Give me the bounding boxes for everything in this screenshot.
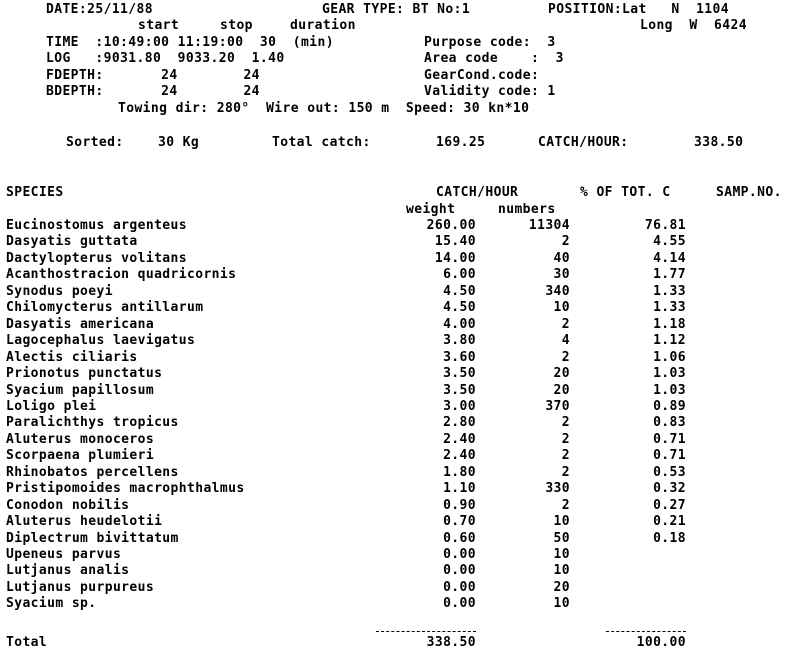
catch-weight: 0.00 (443, 596, 476, 611)
pct-of-total: 0.18 (653, 531, 686, 546)
total-catch-label: Total catch: (272, 135, 371, 150)
catch-numbers: 2 (561, 432, 570, 447)
species-name: Scorpaena plumieri (6, 448, 155, 463)
catch-weight: 3.50 (443, 383, 476, 398)
catch-numbers: 2 (561, 317, 570, 332)
catch-numbers: 10 (553, 563, 570, 578)
pct-of-total: 0.71 (653, 432, 686, 447)
catch-numbers: 10 (553, 596, 570, 611)
sorted-label: Sorted: (66, 135, 124, 150)
catch-weight: 4.50 (443, 300, 476, 315)
pct-of-total: 1.03 (653, 383, 686, 398)
catch-weight: 1.10 (443, 481, 476, 496)
gear-type: GEAR TYPE: BT No:1 (322, 2, 471, 17)
pct-of-total: 1.77 (653, 267, 686, 282)
catch-numbers: 11304 (528, 218, 570, 233)
catch-numbers: 30 (553, 267, 570, 282)
pct-of-total: 0.21 (653, 514, 686, 529)
catch-weight: 2.40 (443, 448, 476, 463)
catch-weight: 2.80 (443, 415, 476, 430)
catch-numbers: 50 (553, 531, 570, 546)
pct-of-total: 1.18 (653, 317, 686, 332)
catch-hour-value: 338.50 (694, 135, 744, 150)
species-name: Lagocephalus laevigatus (6, 333, 196, 348)
pct-of-total: 1.33 (653, 284, 686, 299)
species-name: Conodon nobilis (6, 498, 130, 513)
catch-weight: 0.00 (443, 580, 476, 595)
pct-of-total: 0.32 (653, 481, 686, 496)
total-pct: 100.00 (636, 635, 686, 650)
catch-numbers: 330 (545, 481, 570, 496)
catch-weight: 260.00 (426, 218, 476, 233)
catch-weight: 3.60 (443, 350, 476, 365)
time-line: TIME :10:49:00 11:19:00 30 (min) (46, 35, 334, 50)
total-weight: 338.50 (426, 635, 476, 650)
numbers-header: numbers (498, 202, 556, 217)
species-name: Acanthostracion quadricornis (6, 267, 237, 282)
species-name: Pristipomoides macrophthalmus (6, 481, 245, 496)
catch-weight: 0.00 (443, 563, 476, 578)
towing-line: Towing dir: 280° Wire out: 150 m Speed: 30 kn*10 (118, 101, 530, 116)
pct-of-total: 76.81 (644, 218, 686, 233)
total-label: Total (6, 635, 48, 650)
catch-numbers: 2 (561, 350, 570, 365)
weight-header: weight (406, 202, 456, 217)
catch-numbers: 20 (553, 383, 570, 398)
pct-of-total: 1.06 (653, 350, 686, 365)
pct-total-header: % OF TOT. C (580, 185, 671, 200)
catch-numbers: 4 (561, 333, 570, 348)
species-name: Syacium papillosum (6, 383, 155, 398)
pct-of-total: 0.27 (653, 498, 686, 513)
pct-of-total: 1.12 (653, 333, 686, 348)
catch-weight: 2.40 (443, 432, 476, 447)
species-name: Loligo plei (6, 399, 97, 414)
position-lat: POSITION:Lat N 1104 (548, 2, 729, 17)
species-name: Syacium sp. (6, 596, 97, 611)
pct-of-total: 4.14 (653, 251, 686, 266)
catch-numbers: 10 (553, 547, 570, 562)
catch-numbers: 2 (561, 465, 570, 480)
total-catch-value: 169.25 (436, 135, 486, 150)
species-name: Dasyatis guttata (6, 234, 138, 249)
catch-numbers: 2 (561, 498, 570, 513)
total-pct-rule (606, 631, 686, 632)
species-name: Eucinostomus argenteus (6, 218, 187, 233)
catch-numbers: 2 (561, 448, 570, 463)
catch-numbers: 20 (553, 366, 570, 381)
species-name: Diplectrum bivittatum (6, 531, 179, 546)
catch-weight: 0.00 (443, 547, 476, 562)
catch-weight: 4.00 (443, 317, 476, 332)
catch-numbers: 20 (553, 580, 570, 595)
catch-weight: 0.70 (443, 514, 476, 529)
catch-weight: 4.50 (443, 284, 476, 299)
pct-of-total: 0.83 (653, 415, 686, 430)
pct-of-total: 0.89 (653, 399, 686, 414)
sorted-value: 30 Kg (158, 135, 200, 150)
species-name: Aluterus monoceros (6, 432, 155, 447)
catch-weight: 14.00 (434, 251, 476, 266)
catch-numbers: 10 (553, 300, 570, 315)
catch-numbers: 340 (545, 284, 570, 299)
catch-weight: 0.60 (443, 531, 476, 546)
species-name: Aluterus heudelotii (6, 514, 163, 529)
col-duration-label: duration (290, 18, 356, 33)
gearcond-code: GearCond.code: (424, 68, 540, 83)
catch-hour-header: CATCH/HOUR (436, 185, 519, 200)
species-name: Upeneus parvus (6, 547, 122, 562)
species-name: Alectis ciliaris (6, 350, 138, 365)
species-name: Lutjanus purpureus (6, 580, 155, 595)
species-name: Synodus poeyi (6, 284, 113, 299)
col-stop-label: stop (220, 18, 253, 33)
col-start-label: start (138, 18, 180, 33)
area-code: Area code : 3 (424, 51, 564, 66)
catch-numbers: 2 (561, 234, 570, 249)
validity-code: Validity code: 1 (424, 84, 556, 99)
species-name: Rhinobatos percellens (6, 465, 179, 480)
samp-no-header: SAMP.NO. (716, 185, 782, 200)
total-weight-rule (376, 631, 476, 632)
catch-weight: 3.00 (443, 399, 476, 414)
fdepth-line: FDEPTH: 24 24 (46, 68, 260, 83)
catch-numbers: 40 (553, 251, 570, 266)
catch-weight: 0.90 (443, 498, 476, 513)
catch-weight: 6.00 (443, 267, 476, 282)
catch-numbers: 2 (561, 415, 570, 430)
date: DATE:25/11/88 (46, 2, 153, 17)
species-name: Chilomycterus antillarum (6, 300, 204, 315)
species-header: SPECIES (6, 185, 64, 200)
purpose-code: Purpose code: 3 (424, 35, 556, 50)
catch-weight: 1.80 (443, 465, 476, 480)
pct-of-total: 0.71 (653, 448, 686, 463)
catch-weight: 3.80 (443, 333, 476, 348)
species-name: Prionotus punctatus (6, 366, 163, 381)
catch-weight: 3.50 (443, 366, 476, 381)
log-line: LOG :9031.80 9033.20 1.40 (46, 51, 285, 66)
pct-of-total: 0.53 (653, 465, 686, 480)
species-name: Dactylopterus volitans (6, 251, 187, 266)
pct-of-total: 1.03 (653, 366, 686, 381)
pct-of-total: 1.33 (653, 300, 686, 315)
catch-numbers: 370 (545, 399, 570, 414)
species-name: Paralichthys tropicus (6, 415, 179, 430)
species-name: Lutjanus analis (6, 563, 130, 578)
position-long: Long W 6424 (640, 18, 747, 33)
bdepth-line: BDEPTH: 24 24 (46, 84, 260, 99)
catch-weight: 15.40 (434, 234, 476, 249)
catch-numbers: 10 (553, 514, 570, 529)
pct-of-total: 4.55 (653, 234, 686, 249)
catch-hour-label: CATCH/HOUR: (538, 135, 629, 150)
species-name: Dasyatis americana (6, 317, 155, 332)
